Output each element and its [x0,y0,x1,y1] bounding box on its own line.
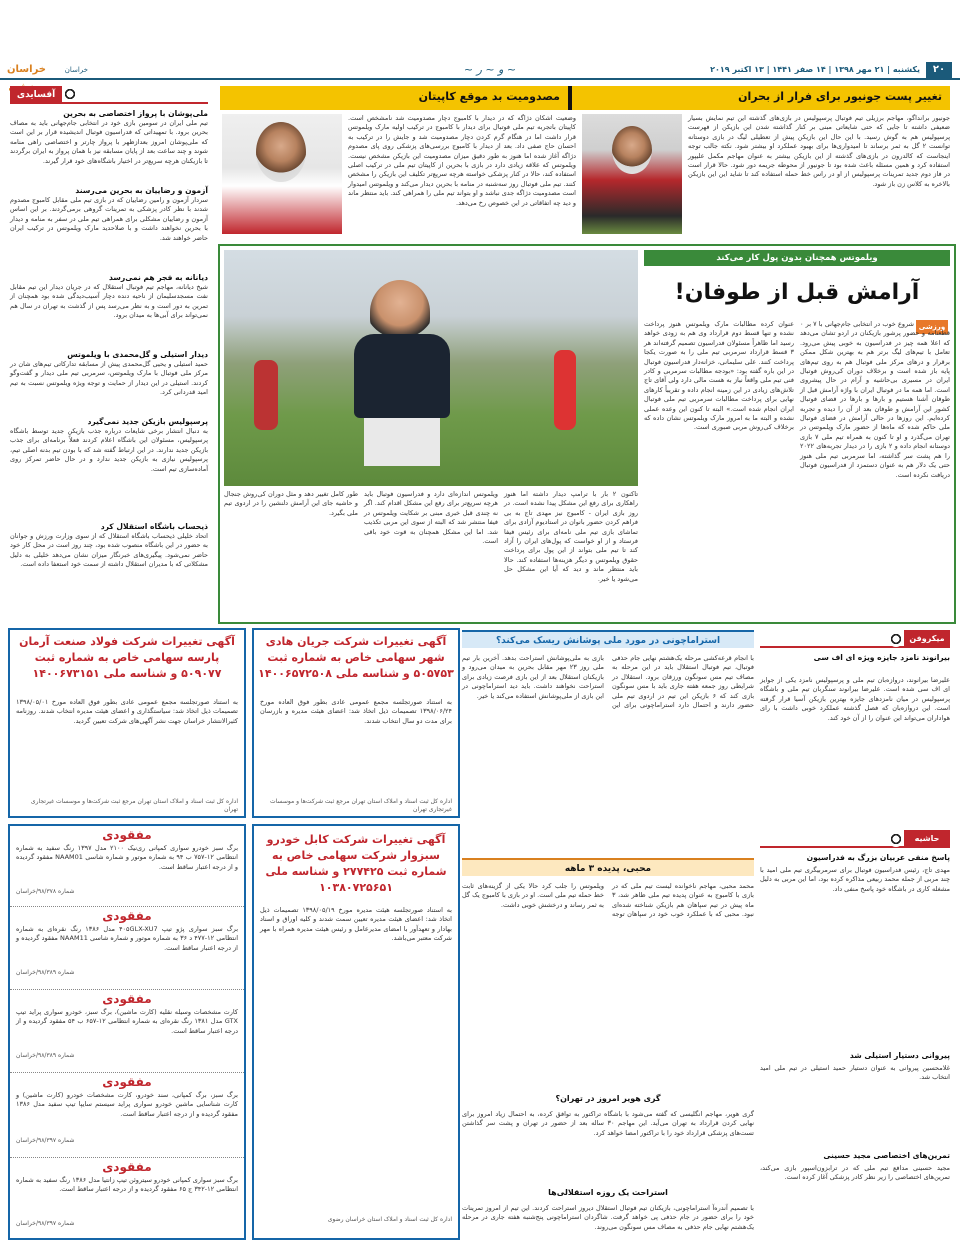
top-right-title: مصدومیت بد موقع کاپیتان [418,90,560,103]
lost-num: شماره ۹۸/۳۹۷/خراسان [16,1220,75,1227]
lost-item [10,1073,244,1157]
section-label-margin: حاشیه [904,830,950,848]
top-stories-band [220,86,950,110]
margin-item-body: مهدی تاج، رئیس فدراسیون فوتبال برای سرمربیگری تیم ملی امید با چند مربی از جمله محمد ربیعی مذاکره کرده بود، اما این مربی به دلیل مشغله کاری در باشگاه خود پاسخ منفی داد. [760,866,950,893]
top-right-body: وضعیت اشکان دژاگه که در دیدار با کامبوج دچار مصدومیت شد نامشخص است. کاپیتان باتجربه تیم ملی فوتبال برای دیدار با کامبوج در ترکیب اولیه مارک ویلموتس قرار داشت اما در هنگام گرم کردن دچار مصدومیت شد و جایش را در ترکیب به احسان حاج صفی داد. بعد از دیدار با کامبوج بررسی‌های پزشکی روی پای مصدوم دژاگه آغاز شده اما هنوز به طور دقیق میزان مصدومیت این بازیکن مشخص نیست. ویلموتس که علاقه زیادی دارد در بازی با بحرین از کاپیتان تیم ملی در ترکیب اصلی استفاده کند، حالا در کنار پزشکی خواسته هرچه سریع‌تر تکلیف این بازیکن را مشخص کنند. تیم ملی فوتبال روز سه‌شنبه در منامه با بحرین دیدار می‌کند و ویلموتس امیدوار است مصدومیت دژاگه جدی نباشد و او بتواند تیم ملی را همراهی کند. باید منتظر ماند و دید چه اتفاقاتی در این خصوص رخ می‌دهد. [348,114,576,207]
lost-item [10,990,244,1072]
lost-title: مفقودی [102,909,152,923]
ad-body: به استناد صورتجلسه مجمع عمومی عادی بطور فوق العاده مورخ ۱۳۹۸/۰۵/۰۱ تصمیمات ذیل اتخاذ شد: سیاستگذاری و اعضای هیئت مدیره انتخاب شدند. روزنامه کثیرالانتشار خراسان جهت نشر آگهی‌های شرکت تعیین گردید. [16,698,238,725]
feature-caption: طور کامل تغییر دهد و مثل دوران کی‌روش جنجال و حاشیه جای این آرامش دلنشین را در اردوی تیم ملی بگیرد. [224,490,358,517]
ad-title: آگهی تغییرات شرکت فولاد صنعت آرمان پارسه سهامی خاص به شماره ثبت ۵۰۹۰۷۷ و شناسه ملی ۱۴۰۰۶۷۳۱۵۱ [19,635,235,680]
sidebar-item-title: دیانانه به فجر هم نمی‌رسد [108,273,208,282]
sidebar-item-body: تیم ملی ایران در سومین بازی خود در انتخابی جام‌جهانی باید به مصاف بحرین برود. با تمهیداتی که فدراسیون فوتبال اندیشیده قرار بر این است که ملی‌پوشان امروز بعدازظهر با پرواز چارتر و اختصاصی راهی منامه شوند و چند ساعت بعد از پایان مسابقه نیز با همان پرواز به ایران برگردند تا بازیکنان هرچه سریع‌تر در اختیار باشگاه‌های خود قرار گیرند. [10,119,208,165]
date-line: یکشنبه | ۲۱ مهر ۱۳۹۸ | ۱۴ صفر ۱۴۴۱ | ۱۳ اکتبر ۲۰۱۹ [710,65,920,74]
sidebar-item-title: ذیحساب باشگاه استقلال کرد [100,522,208,531]
sidebar-header [10,86,208,104]
right-lower-column [760,630,950,1240]
lost-title: مفقودی [102,1075,152,1089]
sidebar-item-title: دیدار استیلی و گل‌محمدی با ویلموتس [67,350,208,359]
mohebi-body: محمد محبی، مهاجم ناخوانده لیست تیم ملی که در بازی با کامبوج به عنوان پدیده تیم ملی ظاهر شد، ۳ ماه پیش در تیم سپاهان هم بازیکن شناخته شده‌ای نبود. محبی که با عملکرد خوب خود در سپاهان توجه ویلموتس را جلب کرد حالا یکی از گزینه‌های ثابت خط حمله تیم ملی است. او در بازی با کامبوج یک گل به ثمر رساند و درخشش خوبی داشت. [462,882,754,919]
ad-box [252,824,460,1240]
byline-tag: ورزشی [916,320,948,334]
feature-col3: تاکنون ۲ بار با ترامپ دیدار داشته اما هنوز راهکاری برای رفع این مشکل پیدا نشده است. در روز بازی ایران - کامبوج نیز مهدی تاج به بی فراهم کردن حضور بانوان در استادیوم آزادی برای تماشای بازی تیم ملی نامه‌ای برای رئیس فیفا فرستاد و از او خواست که پول‌های ایران را آزاد کند تا تیم ملی بتواند از این پول برای پرداخت حقوق ویلموتس و دیگر هزینه‌ها استفاده کند. حالا باید منتظر ماند و دید که آیا این مشکل حل می‌شود یا خیر. [504,490,638,583]
sidebar-item-title: ملی‌پوشان با پرواز اختصاصی به بحرین [63,109,208,118]
top-left-title: تغییر پست جونیور برای فرار از بحران [738,90,942,103]
sidebar-item-title: پرسپولیس بازیکن جدید نمی‌گیرد [87,417,208,426]
section-label-mic: میکروفن [904,630,950,648]
sidebar-item-body: اتحاد خلیلی ذیحساب باشگاه استقلال که از سوی وزارت ورزش و جوانان به حضور در این باشگاه منصوب شده بود، چند روز است در محل کار خود حاضر نمی‌شود. پیگیری‌های خبرنگار میزان نشان می‌دهد خلیلی به دلیل مشکلاتی که با مدیران استقلال داشته از سمت خود استعفا داده است. [10,532,208,569]
masthead [0,60,960,80]
lost-title: مفقودی [102,828,152,842]
paper-name: خراسان [7,64,46,75]
lost-item [10,1158,244,1238]
middle-column [462,630,754,1240]
ad-box [252,628,460,818]
sidebar-item-body: حمید استیلی و یحیی گل‌محمدی پیش از مسابقه تدارکاتی تیم‌های شان در مرکز ملی فوتبال با مارک ویلموتس، سرمربی تیم ملی دیدار و گفت‌وگو کردند. استیلی در این دیدار از حمایت و توجه ویژه ویلموتس نسبت به تیم امید قدردانی کرد. [10,360,208,397]
ad-footer: اداره کل ثبت اسناد و املاک استان تهران مرجع ثبت شرکت‌ها و موسسات غیرتجاری تهران [30,798,238,813]
lost-body: برگ سبز خودرو سواری کمپانی ری‌نیک ۲۱۰۰ مدل ۱۳۹۷ رنگ سفید به شماره انتظامی ۱۲-۷۵۷ ب ۹۴ به شماره موتور و شماره شاسی NAAM01 مفقود گردیده و از درجه اعتبار ساقط است. [16,844,238,871]
lost-items-box [8,824,246,1240]
margin-item-body: غلامحسین پیروانی به عنوان دستیار حمید استیلی در تیم ملی امید انتخاب شد. [760,1064,950,1082]
hover-title: گری هویر امروز در تهران؟ [555,1094,661,1103]
lost-num: شماره ۹۸/۳۷۸/خراسان [16,888,75,895]
lost-num: شماره ۹۸/۳۸۹/خراسان [16,969,75,976]
ad-title: آگهی تغییرات شرکت کابل خودرو سبزوار شرکت سهامی خاص به شماره ثبت ۲۷۷۴۲۵ و شناسه ملی ۱۰۳۸۰۷۲۵۶۵۱ [265,833,447,894]
sidebar-item-body: سردار آزمون و رامین رضاییان که در بازی تیم ملی مقابل کامبوج مصدوم شدند با نظر کادر پزشکی به تمرینات گروهی برمی‌گردند. بر این اساس آزمون و رضاییان مشکلی برای همراهی تیم ملی در سفر به منامه و دیدار با بحرین نخواهند داشت و با صلاحدید مارک ویلموتس در ترکیب ایران حاضر خواهند شد. [10,196,208,242]
sidebar-item-body: به دنبال انتشار برخی شایعات درباره جذب بازیکن جدید توسط باشگاه پرسپولیس، مسئولان این باشگاه اعلام کردند فعلاً برنامه‌ای برای جذب بازیکن جدید ندارند. در این ارتباط گفته شد که با بودن تیم بدنه اصلی تیم، پرسپولیس نیازی به بازیکن جدید ندارد و در حال حاضر تمرکز روی آماده‌سازی تیم است. [10,427,208,473]
ad-body: به استناد صورتجلسه هیئت مدیره مورخ ۱۳۹۸/۰۵/۱۹ تصمیمات ذیل اتخاذ شد: اعضای هیئت مدیره تعیین سمت شدند و کلیه اوراق و اسناد بهادار و تعهدآور با امضای مدیرعامل و رئیس هیئت مدیره همراه با مهر شرکت معتبر می‌باشد. [260,906,452,943]
lost-num: شماره ۹۸/۳۹۷/خراسان [16,1137,75,1144]
lost-title: مفقودی [102,1160,152,1174]
margin-item-title: پیروانی دستیار استیلی شد [849,1051,950,1060]
dejagah-photo [222,114,342,234]
margin-item-body: مجید حسینی مدافع تیم ملی که در ترابزون‌اسپور بازی می‌کند، تمرین‌های اختصاصی را زیر نظر کادر پزشکی آغاز کرده است. [760,1164,950,1182]
margin-item-title: پاسخ منفی عربیان بزرگ به فدراسیون [806,853,950,862]
rest-body: با تصمیم آندره‌آ استراماچونی، بازیکنان تیم فوتبال استقلال دیروز استراحت کردند. این تیم از امروز تمرینات خود را برای حضور در جام حذفی پی خواهد گرفت. شاگردان استراماچونی پنج‌شنبه هفته جاری در مرحله یک‌هشتم نهایی جام حذفی به مصاف مس سونگون می‌روند. [462,1204,754,1231]
junior-photo [582,114,682,234]
football-icon [62,86,78,102]
lost-body: برگ سبز سواری پژو تیپ ۴۰۵GLX-XU7 مدل ۱۳۸۶ رنگ نقره‌ای به شماره انتظامی ۱۲-۴۷۷ د ۳۶ به شماره موتور و شماره شاسی NAAM11 مفقود گردیده و از درجه اعتبار ساقط است. [16,925,239,952]
top-left-body: جونیور برانداگو، مهاجم برزیلی تیم فوتبال پرسپولیس در بازی‌های گذشته این تیم نمایش بسیار ضعیفی داشته تا جایی که حتی شایعاتی مبنی بر کنار گذاشته شدن این بازیکن از فهرست پرسپولیس هم به گوش رسید. با این حال این بازیکن پیش از تعطیلی لیگ در بازی دوستانه توانست ۲ گل به ثمر برساند تا امیدواری‌ها برای بهبود عملکرد او بیشتر شود. نکته جالب توجه اینجاست که کالدرون در بازی‌های گذشته از این بازیکن بیشتر به عنوان مهاجم مکمل علیپور استفاده کرد و همین مسئله باعث شده بود تا جونیور از محوطه جریمه دور شود. حالا قرار است در فاز دوم جدید تمرینات پرسپولیس از او در راس خط حمله استفاده کند تا شاید این این بازیکن بالاخره به کلاس زن باز شود. [688,114,951,188]
feature-col2: عنوان کرده مطالبات مارک ویلموتس هنوز پرداخت نشده و تنها قسط دوم قرارداد وی هم به زودی خواهد رسید اما ظاهراً مسئولان فدراسیون تصمیم گرفته‌اند هر ۳ قسط قرارداد سرمربی تیم ملی را به صورت یکجا پرداخت کنند. علی سلیمانی، خزانه‌دار فدراسیون فوتبال در این باره گفته بود: «بودجه مطالبات سرمربی و کادر فنی تیم ملی واقعاً نیاز به هست مالی دارد ولی آقای تاج تلاش‌های زیادی در این زمینه انجام داده و تقریباً کارهای نهایی برای پرداخت مطالبات سرمربی تیم ملی فوتبال ایران انجام شده است.» البته تا کنون این وعده عملی نشده و البته ما به امروز مارک ویلموتس نشان داده که برخلاف کی‌روش مربی صبوری است. [644,320,794,432]
paper-sub: خراسان [64,66,88,74]
ad-footer: اداره کل ثبت اسناد و املاک استان خراسان رضوی [327,1216,452,1223]
margin-item-title: تمرین‌های اختصاصی مجید حسینی [823,1151,950,1160]
ad-title: آگهی تغییرات شرکت جریان هادی شهر سهامی خاص به شماره ثبت ۵۰۵۷۵۳ و شناسه ملی ۱۴۰۰۶۵۷۲۵۰۸ [258,635,454,680]
sidebar-item-body: شیخ دیانانه، مهاجم تیم فوتبال استقلال که در جریان دیدار این تیم مقابل نفت مسجدسلیمان از ناحیه دنده دچار آسیب‌دیدگی شده بود همچنان از تمرین به دور است و به نظر می‌رسد پس از گذشت به تهران در سال هم نمی‌تواند برای آبی‌ها به میدان برود. [10,283,208,320]
ad-box [8,628,246,818]
estraman-title: استراماچونی در مورد ملی پوشانش ریسک می‌کند؟ [462,630,754,648]
feature-kicker: ویلموتس همچنان بدون پول کار می‌کند [644,250,950,266]
sidebar-left [10,86,208,626]
feature-col1: شروع خوب در انتخابی جام‌جهانی با ۷ بر ۰ قطعنامه و حضور پرشور بازیکنان در اردو تشان می‌دهد که اعلا همه چیز در فدراسیون به خوبی پیش می‌رود. تعامل با تیم‌های لیگ برتر هم به بهترین شکل ممکن برقرار و درهای مرکز ملی فوتبال هم به روی تیم‌های پایه باز شده است و برخلاف دوران کی‌روش فوتبال ایران در مسیری بی‌حاشیه و آرام در حال پیشروی است. اما همه ما در فوتبال ایران با واژه آرامش قبل از طوفان آشنا هستیم و بارها و بارها در فضای فوتبال کشور این آرامش و طوفان بعد از آن را دیده و تجربه کرده‌ایم. این روزها در حالی آرامش در فضای فوتبال ملی حاکم شده که ماه‌ها از حضور مارک ویلموتس در تهران می‌گذرد و او تا کنون به همراه تیم ملی ۷ بازی دوستانه انجام داده و ۲ بازی را در دیدار تجربه‌های ۲۰۲۲ را هم پشت سر گذاشته، اما سرمربی تیم ملی هنوز حتی یک دلار هم به عنوان دستمزد از فدراسیون فوتبال دریافت نکرده است. [800,320,950,479]
lost-body: کارت مشخصات وسیله نقلیه (کارت ماشین)، برگ سبز، خودرو سواری پراید تیپ GTX مدل ۱۳۸۱ رنگ نقره‌ای به شماره انتظامی ۱۲-۶۵۷ ب ۵۴ مفقود گردیده و از درجه اعتبار ساقط است. [16,1008,238,1035]
lost-item [10,826,244,906]
football-icon [888,631,904,647]
coach-photo [224,250,638,486]
feature-headline: آرامش قبل از طوفان! [674,280,920,305]
rest-title: استراحت یک روزه استقلالی‌ها [548,1188,668,1197]
sidebar-item-title: آزمون و رضاییان به بحرین می‌رسند [75,186,208,195]
sidebar-label: آفسایدی [10,86,62,104]
ad-footer: اداره کل ثبت اسناد و املاک استان تهران مرجع ثبت شرکت‌ها و موسسات غیرتجاری تهران [270,798,452,813]
lost-body: برگ سبز، برگ کمپانی، سند خودرو، کارت مشخصات خودرو (کارت ماشین) و کارت شناسایی ماشین خودرو سواری پراید سیستم سایپا تیپ سفید مدل ۱۳۸۶ مفقود گردیده و از درجه اعتبار ساقط است. [16,1091,238,1118]
hover-body: گری هویر، مهاجم انگلیسی که گفته می‌شود با باشگاه تراکتور به توافق کرده، به احتمال زیاد امروز برای نهایی کردن قرارداد به تهران می‌آید. این مهاجم ۳۰ ساله بعد از حضور در تهران و پشت سر گذاشتن تست‌های پزشکی قرارداد خود را با تراکتور امضا خواهد کرد. [462,1110,755,1137]
feature-col4: ویلموتس اندازه‌ای دارد و فدراسیون فوتبال باید هرچه سریع‌تر برای رفع این مشکل اقدام کند. اگر نه چندی قبل خبری مبنی بر شکایت ویلموتس در فیفا منتشر شد که البته از سوی این مربی تکذیب شد. اما این مشکل همچنان به قوت خود باقی است. [364,490,498,546]
lost-title: مفقودی [102,992,152,1006]
mic-item-body: علیرضا بیرانوند، دروازه‌بان تیم ملی و پرسپولیس نامزد یکی از جوایز ای اف سی شده است. علیرضا بیرانوند سنگربان تیم ملی و باشگاه پرسپولیس در میان نامزدهای جایزه بهترین بازیکن آسیا قرار گرفته است. این دروازه‌بان که فصل گذشته عملکرد خوبی داشت با رای هواداران می‌تواند این عنوان را از آن خود کند. [760,676,950,722]
football-icon [888,831,904,847]
estraman-body: با انجام قرعه‌کشی مرحله یک‌هشتم نهایی جام حذفی فوتبال، تیم فوتبال استقلال باید در این مرحله به مصاف تیم مس سونگون ورزقان برود. استقلال در شرایطی روز جمعه هفته جاری باید با مس سونگون بازی کند که ۶ بازیکن این تیم در اردوی تیم ملی حضور دارند و احتمال دارد استراماچونی برای این بازی به ملی‌پوشانش استراحت بدهد. آخرین بار تیم ملی روز ۲۳ مهر مقابل بحرین به میدان می‌رود و بازیکنان استقلال بعد از این بازی فرصت زیادی برای استراحت نخواهند داشت. باید دید استراماچونی در این بازی از ملی‌پوشانش استفاده می‌کند یا خیر. [462,654,754,710]
ad-body: به استناد صورتجلسه مجمع عمومی عادی بطور فوق العاده مورخ ۱۳۹۸/۰۶/۲۴ تصمیمات ذیل اتخاذ شد: اعضای هیئت مدیره و بازرسان برای مدت دو سال انتخاب شدند. [260,698,452,725]
lost-body: برگ سبز سواری کمپانی خودرو سیتروئن تیپ زانتیا مدل ۱۳۸۶ رنگ سفید به شماره انتظامی ۱۲-۳۴۲ ج ۶۵ مفقود گردیده و از درجه اعتبار ساقط است. [16,1176,238,1194]
sidebar-items [10,108,208,626]
page-number: ۲۰ [926,62,952,78]
feature-box [218,244,956,624]
lost-num: شماره ۹۸/۳۸۹/خراسان [16,1052,75,1059]
decorative-script: ~ ﻭ ~ ﺭ ~ [463,63,517,76]
mic-item-title: بیرانوند نامزد جایزه ویژه ای اف سی [813,653,950,662]
mohebi-title: محبی، پدیده ۳ ماهه [462,858,754,876]
lost-item [10,907,244,989]
